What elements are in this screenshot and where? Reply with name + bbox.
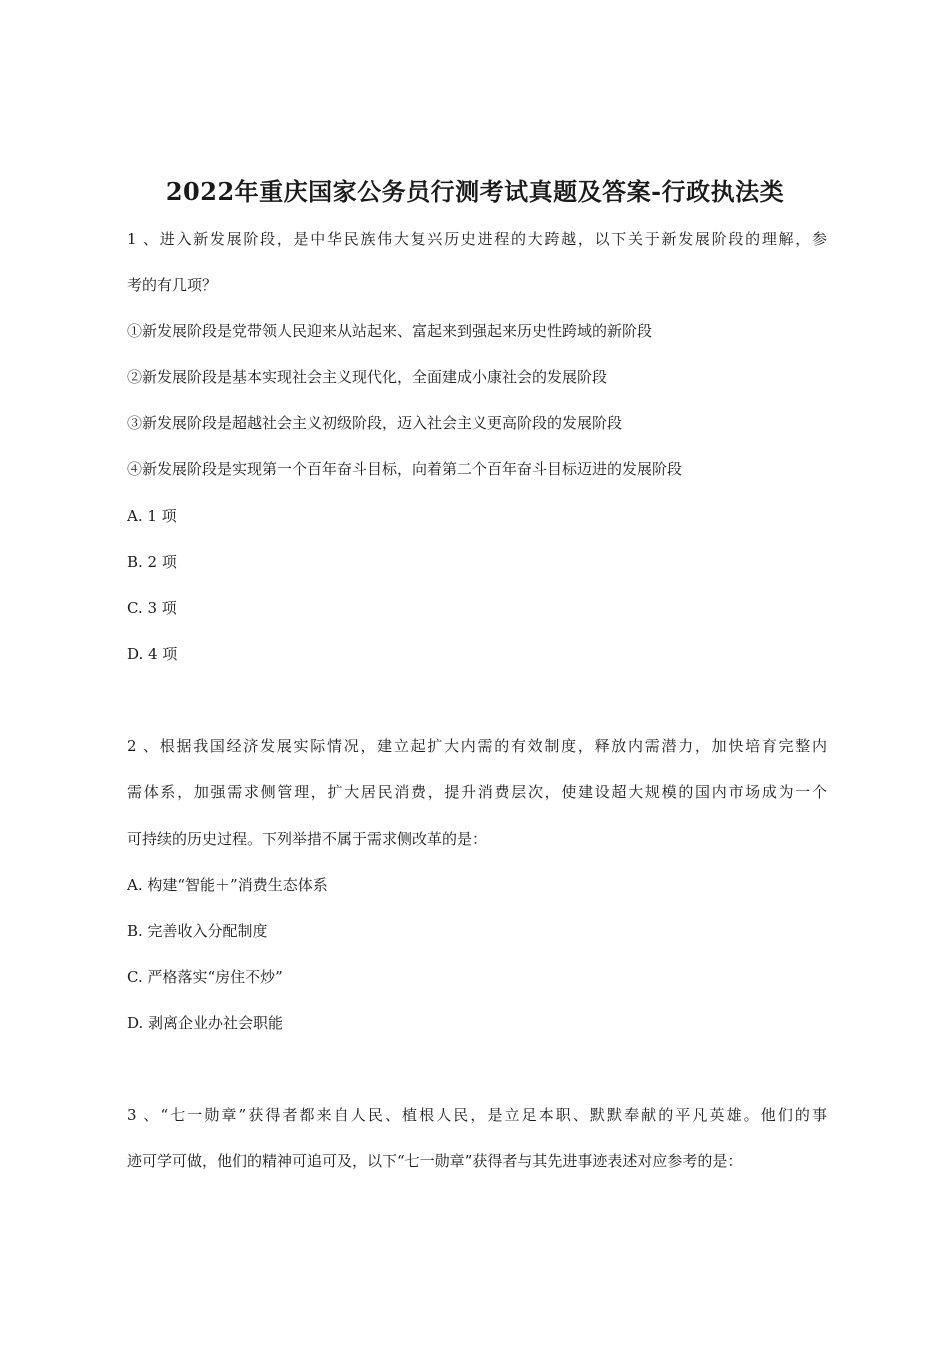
question-1-statement-2: ②新发展阶段是基本实现社会主义现代化，全面建成小康社会的发展阶段 xyxy=(127,368,608,386)
question-2-option-d: D. 剥离企业办社会职能 xyxy=(127,1014,284,1032)
question-2-stem-line-3: 可持续的历史过程。下列举措不属于需求侧改革的是： xyxy=(127,830,488,848)
question-1-statement-1: ①新发展阶段是党带领人民迎来从站起来、富起来到强起来历史性跨域的新阶段 xyxy=(127,322,653,340)
question-2-option-a: A. 构建“智能＋”消费生态体系 xyxy=(127,876,328,894)
question-2-option-c: C. 严格落实“房住不炒” xyxy=(127,968,283,986)
question-2-stem-line-2: 需体系，加强需求侧管理，扩大居民消费，提升消费层次，使建设超大规模的国内市场成为一个 xyxy=(127,783,827,801)
question-1-option-a: A. 1 项 xyxy=(127,507,177,525)
question-2-stem-line-1: 2 、根据我国经济发展实际情况，建立起扩大内需的有效制度，释放内需潜力，加快培育完整内 xyxy=(127,737,827,755)
question-2-option-b: B. 完善收入分配制度 xyxy=(127,922,268,940)
question-1-statement-4: ④新发展阶段是实现第一个百年奋斗目标，向着第二个百年奋斗目标迈进的发展阶段 xyxy=(127,460,683,478)
question-1-option-c: C. 3 项 xyxy=(127,599,177,617)
question-1-statement-3: ③新发展阶段是超越社会主义初级阶段，迈入社会主义更高阶段的发展阶段 xyxy=(127,414,623,432)
question-1-option-d: D. 4 项 xyxy=(127,645,178,663)
question-3-stem-line-1: 3 、“七一勋章”获得者都来自人民、植根人民，是立足本职、默默奉献的平凡英雄。他们的事 xyxy=(127,1106,827,1124)
question-3-stem-line-2: 迹可学可做，他们的精神可追可及，以下“七一勋章”获得者与其先进事迹表述对应参考的是： xyxy=(127,1152,743,1170)
question-1-option-b: B. 2 项 xyxy=(127,553,177,571)
page-title: 2022年重庆国家公务员行测考试真题及答案-行政执法类 xyxy=(165,177,785,206)
question-1-stem-line-2: 考的有几项？ xyxy=(127,276,218,294)
question-1-stem-line-1: 1 、进入新发展阶段，是中华民族伟大复兴历史进程的大跨越，以下关于新发展阶段的理解，参 xyxy=(127,230,827,248)
